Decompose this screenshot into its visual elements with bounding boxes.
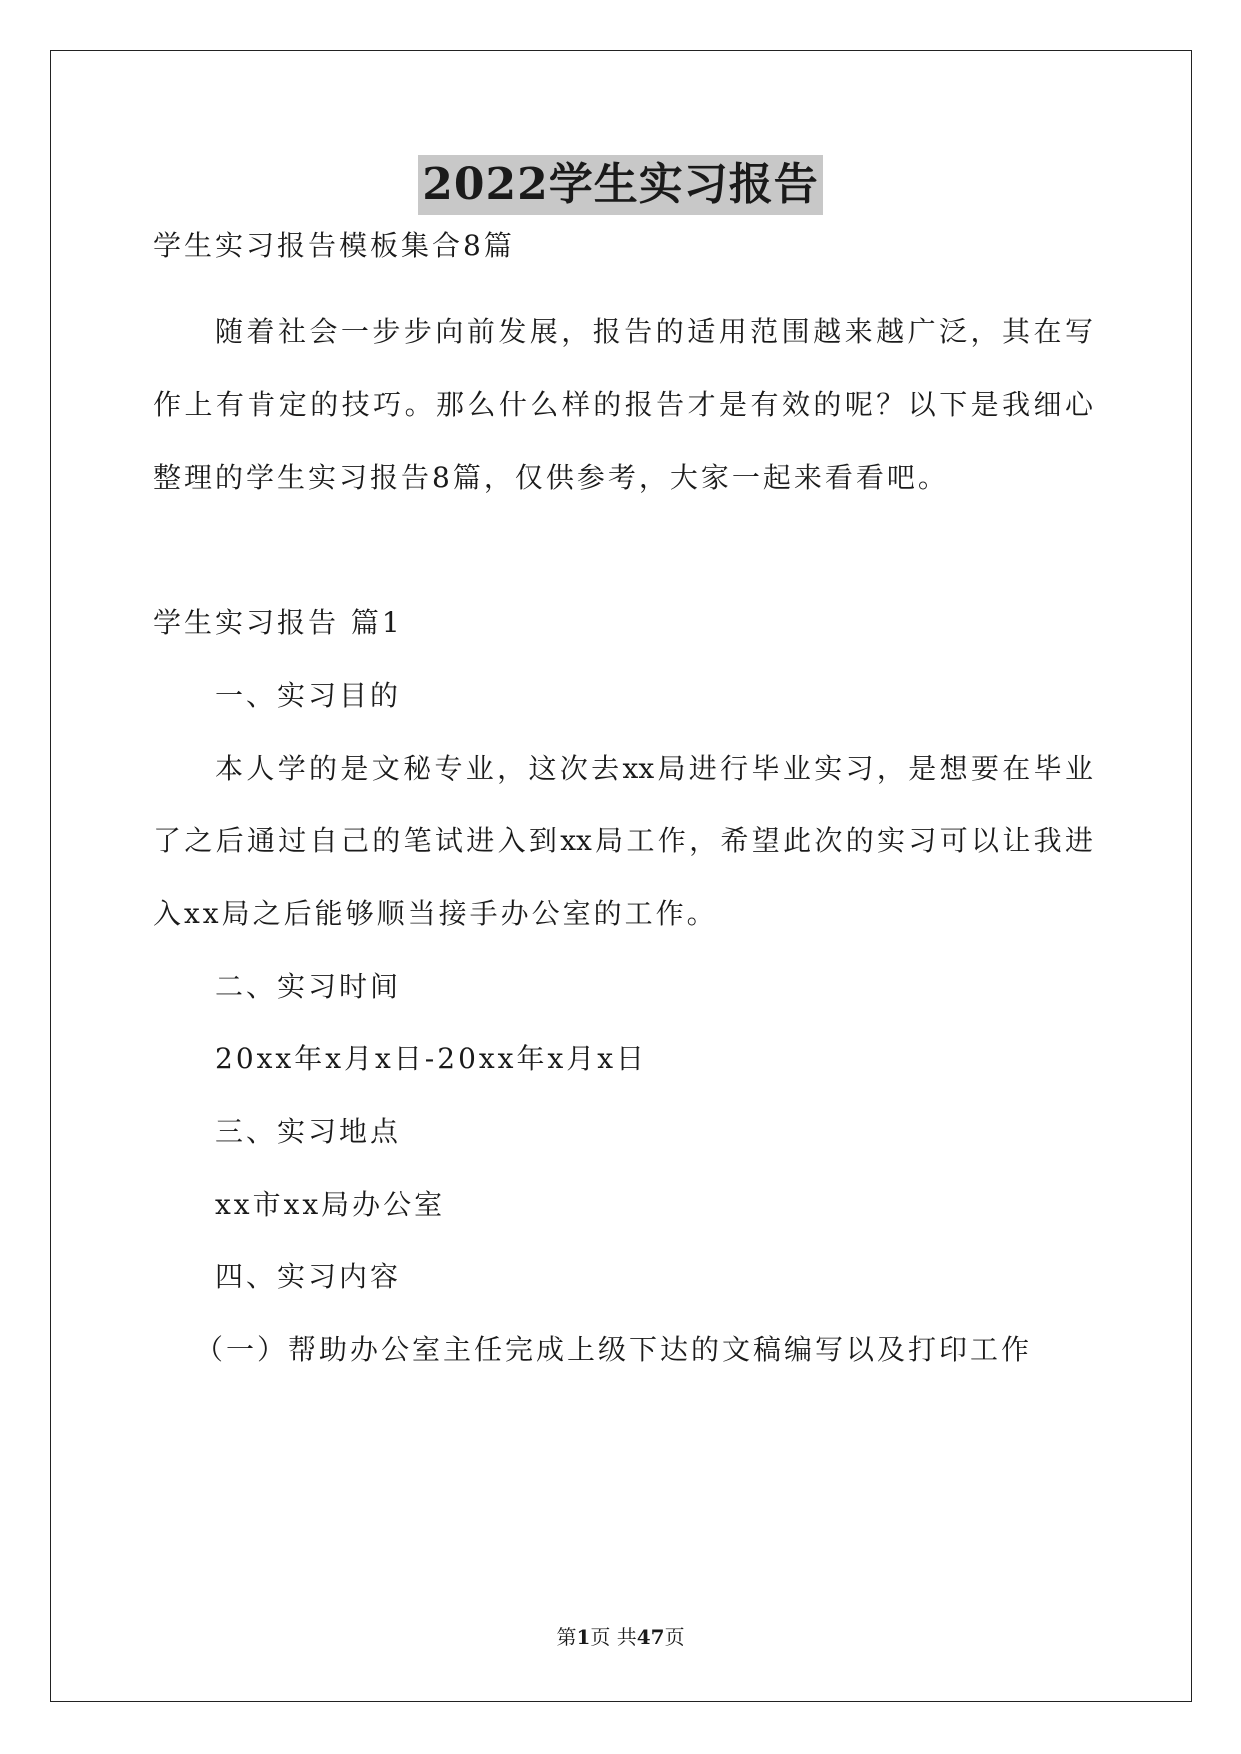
purpose-line-2: 了之后通过自己的笔试进入到xx局工作，希望此次的实习可以让我进 <box>153 824 1093 857</box>
footer-prefix: 第 <box>556 1625 577 1649</box>
footer-suffix: 页 <box>664 1625 685 1649</box>
intro-line-1: 随着社会一步步向前发展，报告的适用范围越来越广泛，其在写 <box>215 315 1093 348</box>
footer-page-number: 1 <box>576 1625 591 1649</box>
content-item-1: （一）帮助办公室主任完成上级下达的文稿编写以及打印工作 <box>195 1333 1033 1366</box>
section-heading: 学生实习报告 篇1 <box>153 606 403 639</box>
purpose-line-1: 本人学的是文秘专业，这次去xx局进行毕业实习，是想要在毕业 <box>215 752 1093 785</box>
intro-line-2: 作上有肯定的技巧。那么什么样的报告才是有效的呢？以下是我细心 <box>153 388 1093 421</box>
heading-purpose: 一、实习目的 <box>215 679 402 712</box>
document-title: 2022学生实习报告 <box>418 155 822 215</box>
page-footer <box>0 1622 1241 1652</box>
footer-mid: 页 共 <box>590 1625 637 1649</box>
place-value: xx市xx局办公室 <box>215 1188 446 1221</box>
footer-total-pages: 47 <box>636 1625 665 1649</box>
time-value: 20xx年x月x日-20xx年x月x日 <box>215 1042 648 1075</box>
heading-time: 二、实习时间 <box>215 970 402 1003</box>
purpose-line-3: 入xx局之后能够顺当接手办公室的工作。 <box>153 897 718 930</box>
page-border <box>50 50 1192 1702</box>
heading-place: 三、实习地点 <box>215 1115 402 1148</box>
title-container <box>0 155 1241 215</box>
heading-content: 四、实习内容 <box>215 1260 402 1293</box>
subtitle: 学生实习报告模板集合8篇 <box>153 229 515 262</box>
intro-line-3: 整理的学生实习报告8篇，仅供参考，大家一起来看看吧。 <box>153 461 949 494</box>
